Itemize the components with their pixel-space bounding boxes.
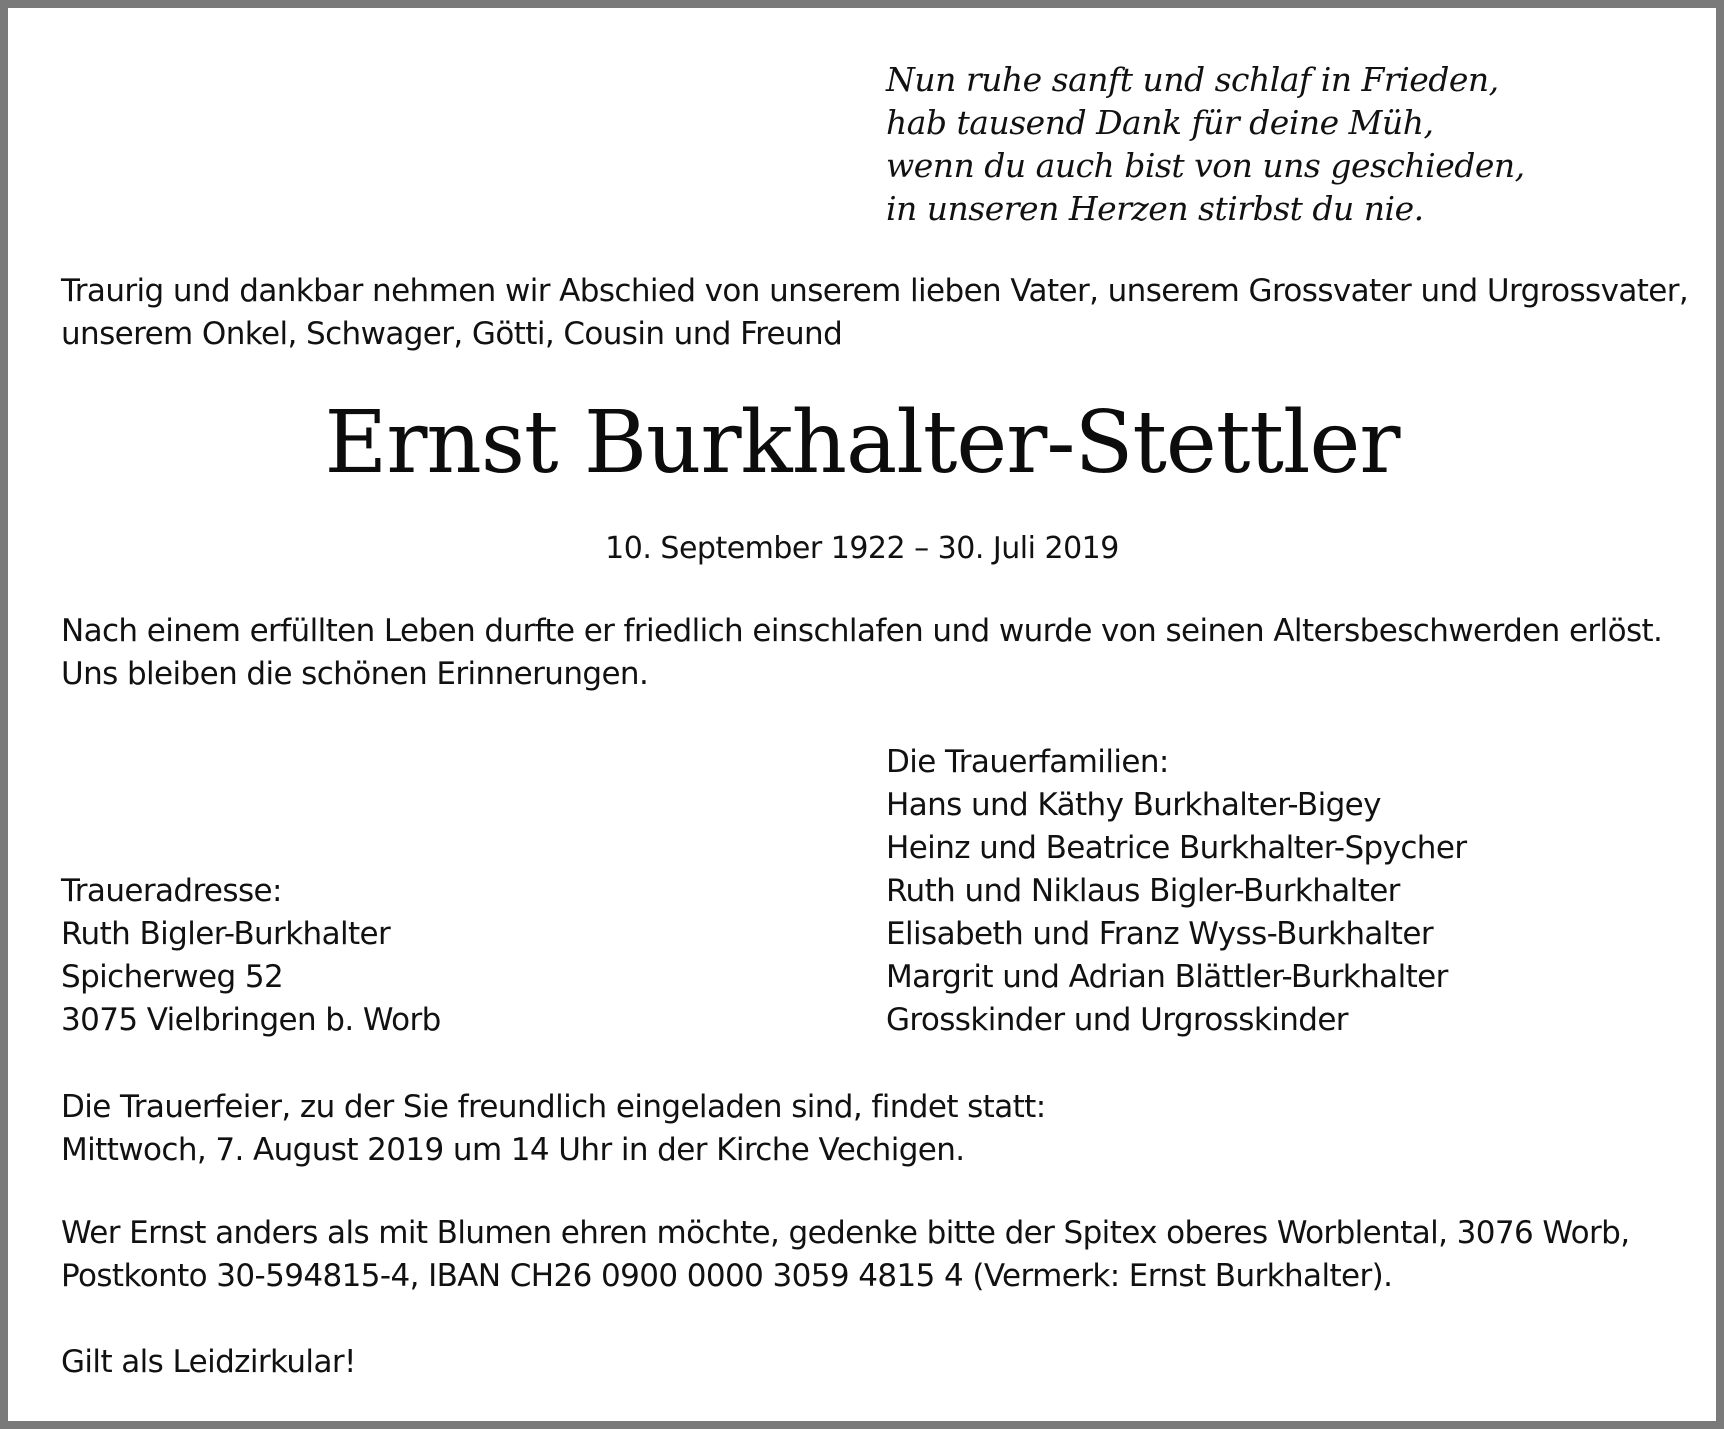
- farewell-intro: [61, 270, 1689, 356]
- poem-line: Nun ruhe sanft und schlaf in Frieden,: [886, 60, 1499, 99]
- poem-line: in unseren Herzen stirbst du nie.: [886, 189, 1424, 228]
- donation-notice: [61, 1212, 1630, 1298]
- family-member: Margrit und Adrian Blättler-Burkhalter: [886, 959, 1448, 995]
- deceased-name: Ernst Burkhalter-Stettler: [324, 393, 1400, 493]
- ceremony-line: Die Trauerfeier, zu der Sie freundlich eingeladen sind, findet statt:: [61, 1089, 1046, 1125]
- poem-line: hab tausend Dank für deine Müh,: [886, 103, 1434, 142]
- family-member: Elisabeth und Franz Wyss-Burkhalter: [886, 916, 1433, 952]
- address-line: Ruth Bigler-Burkhalter: [61, 916, 391, 952]
- family-member: Hans und Käthy Burkhalter-Bigey: [886, 787, 1381, 823]
- donation-line: Postkonto 30-594815-4, IBAN CH26 0900 0000 3059 4815 4 (Vermerk: Ernst Burkhalter).: [61, 1258, 1393, 1294]
- address-line: Spicherweg 52: [61, 959, 284, 995]
- mourning-address: [61, 870, 441, 1042]
- closing-note: Gilt als Leidzirkular!: [61, 1344, 356, 1380]
- mourning-families: [886, 741, 1466, 1042]
- life-dates: 10. September 1922 – 30. Juli 2019: [605, 531, 1119, 566]
- funeral-ceremony: [61, 1086, 1046, 1172]
- poem-line: wenn du auch bist von uns geschieden,: [886, 146, 1525, 185]
- life-line: Uns bleiben die schönen Erinnerungen.: [61, 656, 649, 692]
- donation-line: Wer Ernst anders als mit Blumen ehren möchte, gedenke bitte der Spitex oberes Worblental, 3076 Worb,: [61, 1215, 1630, 1251]
- address-heading: Traueradresse:: [61, 873, 282, 909]
- intro-line: Traurig und dankbar nehmen wir Abschied von unserem lieben Vater, unserem Grossvater und Urgrossvater,: [61, 273, 1689, 309]
- life-statement: [61, 610, 1662, 696]
- family-member: Heinz und Beatrice Burkhalter-Spycher: [886, 830, 1467, 866]
- memorial-poem: [886, 58, 1525, 230]
- family-member: Ruth und Niklaus Bigler-Burkhalter: [886, 873, 1400, 909]
- address-line: 3075 Vielbringen b. Worb: [61, 1002, 441, 1038]
- obituary-notice: [8, 8, 1716, 1421]
- family-member: Grosskinder und Urgrosskinder: [886, 1002, 1348, 1038]
- intro-line: unserem Onkel, Schwager, Götti, Cousin und Freund: [61, 316, 843, 352]
- ceremony-line: Mittwoch, 7. August 2019 um 14 Uhr in der Kirche Vechigen.: [61, 1132, 965, 1168]
- life-line: Nach einem erfüllten Leben durfte er friedlich einschlafen und wurde von seinen Altersbeschwerden erlöst.: [61, 613, 1663, 649]
- families-heading: Die Trauerfamilien:: [886, 744, 1169, 780]
